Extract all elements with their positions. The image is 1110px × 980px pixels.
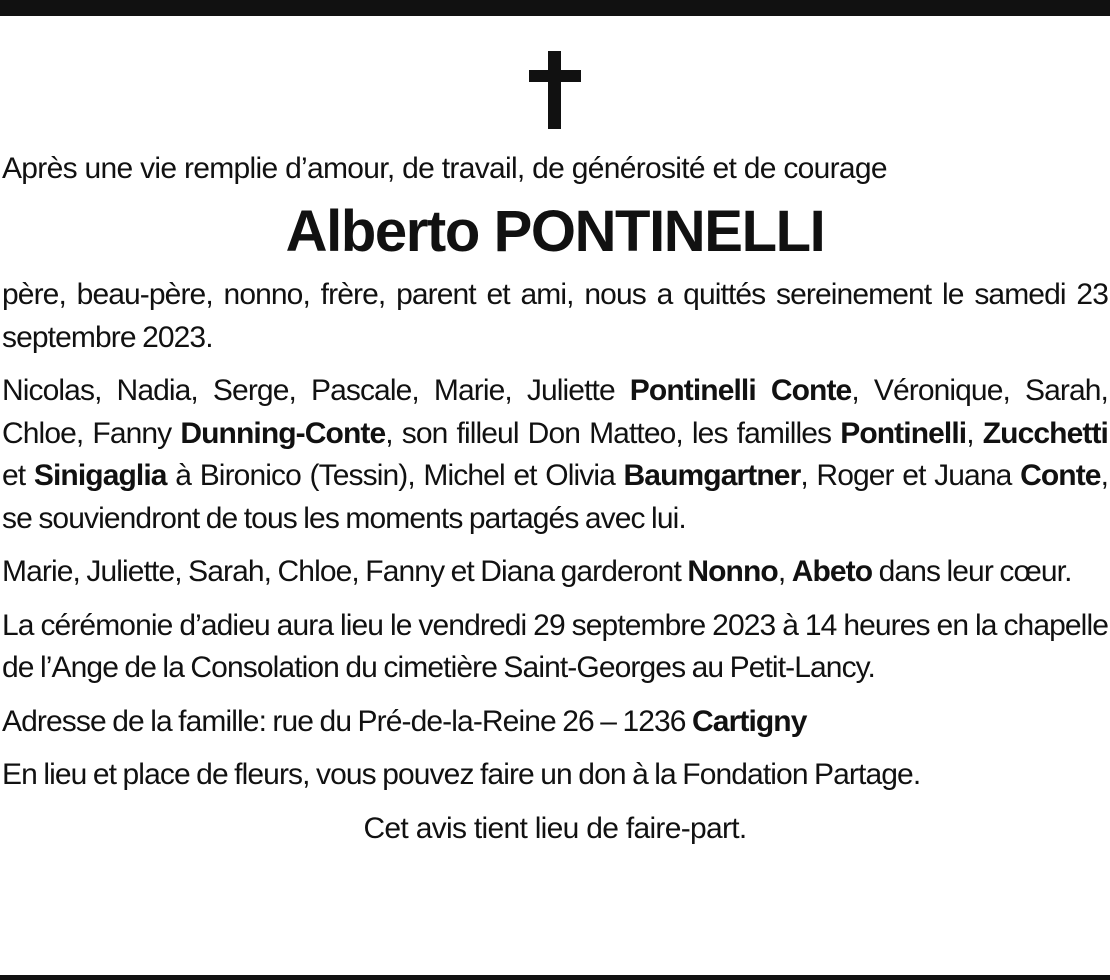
intro-line: Après une vie remplie d’amour, de travail, de générosité et de courage [2,152,887,185]
cross-icon-horizontal-bar [529,70,581,82]
address-text: Adresse de la famille: rue du Pré-de-la-Reine 26 – 1236 [2,704,693,738]
obituary-notice [2,148,1108,850]
nickname-bold: Nonno [687,555,778,588]
family-name-bold: Zucchetti [982,416,1108,450]
family-text: , Véronique, Sarah, Chloe, Fanny [2,374,1108,450]
family-text: et [2,459,34,492]
cross-icon-vertical-bar [548,51,561,129]
announcement-paragraph: père, beau-père, nonno, frère, parent et ami, nous a quittés sereinement le samedi 23 septembre 2023. [2,278,1108,354]
closing-line: Cet avis tient lieu de faire-part. [363,811,747,845]
family-text: , son filleul Don Matteo, les familles [385,416,841,450]
family-text: , se souviendront de tous les moments partagés avec lui. [2,459,1109,535]
bottom-border-rule [0,975,1110,980]
grandchildren-text: , [777,555,792,588]
family-name-bold: Pontinelli Conte [629,374,852,407]
grandchildren-text: dans leur cœur. [872,555,1072,588]
family-name-bold: Dunning-Conte [180,416,386,450]
family-text: , [966,416,983,450]
family-text: à Bironico (Tessin), Michel et Olivia [166,459,624,492]
grandchildren-paragraph [2,551,1108,594]
nickname-bold: Abeto [791,555,873,588]
family-text: , Roger et Juana [800,459,1021,492]
donation-paragraph: En lieu et place de fleurs, vous pouvez faire un don à la Fondation Partage. [2,758,921,791]
family-name-bold: Pontinelli [840,416,967,450]
family-name-bold: Sinigaglia [33,459,167,492]
family-name-bold: Conte [1020,459,1101,492]
address-town-bold: Cartigny [692,704,807,738]
deceased-name: Alberto PONTINELLI [285,199,825,264]
cross-icon [529,51,581,129]
family-paragraph [2,370,1108,540]
grandchildren-text: Marie, Juliette, Sarah, Chloe, Fanny et Diana garderont [2,555,688,588]
family-address [2,701,1108,744]
family-name-bold: Baumgartner [623,459,801,492]
ceremony-paragraph: La cérémonie d’adieu aura lieu le vendredi 29 septembre 2023 à 14 heures en la chapelle de l’Ange de la Consolation du cimetière Saint-Georges au Petit-Lancy. [2,608,1108,684]
family-text: Nicolas, Nadia, Serge, Pascale, Marie, Juliette [2,374,630,407]
top-border-rule [0,0,1110,16]
